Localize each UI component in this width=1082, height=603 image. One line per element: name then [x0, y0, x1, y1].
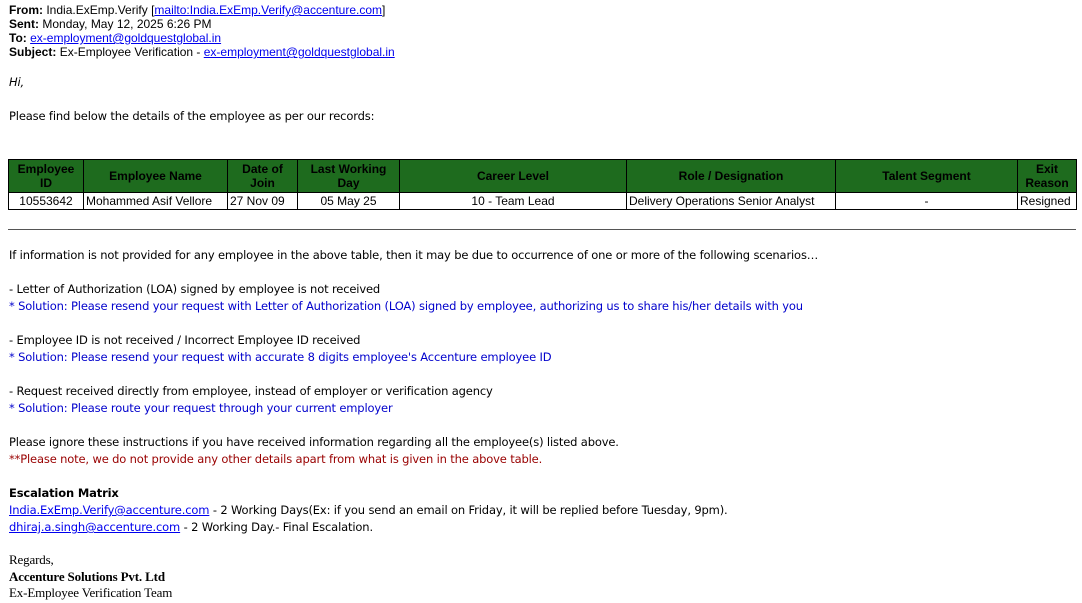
col-header: Employee ID [9, 160, 84, 193]
scenario-issue: - Employee ID is not received / Incorrect Employee ID received [9, 333, 361, 347]
escalation-level-1 [9, 502, 728, 518]
info-line: If information is not provided for any employee in the above table, then it may be due to occurrence of one or more of the following scenarios… [9, 248, 819, 262]
escalation-level-2-text: - 2 Working Day.- Final Escalation. [180, 520, 373, 534]
from-mailto-link[interactable]: mailto:India.ExEmp.Verify@accenture.com [154, 3, 383, 17]
table-cell-last-working-day: 05 May 25 [298, 193, 400, 210]
from-label: From: [9, 3, 43, 17]
table-cell-talent-segment: - [836, 193, 1018, 210]
divider [8, 229, 1076, 230]
signature-company: Accenture Solutions Pvt. Ltd [9, 569, 165, 584]
note-line: **Please note, we do not provide any other details apart from what is given in the above table. [9, 452, 543, 466]
escalation-level-1-text: - 2 Working Days(Ex: if you send an email on Friday, it will be replied before Tuesday, 9pm). [209, 503, 728, 517]
escalation-email-link[interactable]: dhiraj.a.singh@accenture.com [9, 520, 181, 534]
table-cell-role: Delivery Operations Senior Analyst [627, 193, 836, 210]
table-cell-career-level: 10 - Team Lead [400, 193, 627, 210]
sent-label: Sent: [9, 17, 39, 31]
table-cell-employee-id: 10553642 [9, 193, 84, 210]
scenario-issue: - Request received directly from employee, instead of employer or verification agency [9, 384, 493, 398]
subject-line [9, 45, 395, 59]
table-header-row [9, 160, 1077, 193]
escalation-title: Escalation Matrix [9, 486, 119, 500]
col-header: Last Working Day [298, 160, 400, 193]
from-line: From: India.ExEmp.Verify [mailto:India.ExEmp.Verify@accenture.com] [9, 3, 386, 17]
to-email-link[interactable]: ex-employment@goldquestglobal.in [30, 31, 222, 45]
subject-label: Subject: [9, 45, 57, 59]
to-line [9, 31, 221, 45]
scenario-solution: * Solution: Please route your request through your current employer [9, 401, 393, 415]
sent-line [9, 17, 212, 31]
subject-text: Ex-Employee Verification - [59, 45, 204, 59]
signature-regards: Regards, [9, 552, 54, 567]
employee-details-table [8, 159, 1077, 210]
scenario-solution: * Solution: Please resend your request with accurate 8 digits employee's Accenture employee ID [9, 350, 552, 364]
to-label: To: [9, 31, 27, 45]
table-cell-date-of-join: 27 Nov 09 [228, 193, 298, 210]
col-header: Talent Segment [836, 160, 1018, 193]
table-cell-exit-reason: Resigned [1018, 193, 1077, 210]
greeting: Hi, [9, 75, 25, 89]
col-header: Date of Join [228, 160, 298, 193]
subject-email-link[interactable]: ex-employment@goldquestglobal.in [203, 45, 395, 59]
table-cell-employee-name: Mohammed Asif Vellore [84, 193, 228, 210]
sent-value: Monday, May 12, 2025 6:26 PM [42, 17, 212, 31]
signature-team: Ex-Employee Verification Team [9, 585, 173, 600]
scenario-issue: - Letter of Authorization (LOA) signed by employee is not received [9, 282, 381, 296]
scenario-solution: * Solution: Please resend your request with Letter of Authorization (LOA) signed by employee, authorizing us to share his/her details with you [9, 299, 803, 313]
table-row [9, 193, 1077, 210]
escalation-email-link[interactable]: India.ExEmp.Verify@accenture.com [9, 503, 210, 517]
ignore-line: Please ignore these instructions if you have received information regarding all the employee(s) listed above. [9, 435, 619, 449]
col-header: Career Level [400, 160, 627, 193]
col-header: Employee Name [84, 160, 228, 193]
escalation-level-2 [9, 519, 373, 535]
col-header: Exit Reason [1018, 160, 1077, 193]
col-header: Role / Designation [627, 160, 836, 193]
intro-text: Please find below the details of the employee as per our records: [9, 109, 375, 123]
from-name: India.ExEmp.Verify [46, 3, 148, 17]
